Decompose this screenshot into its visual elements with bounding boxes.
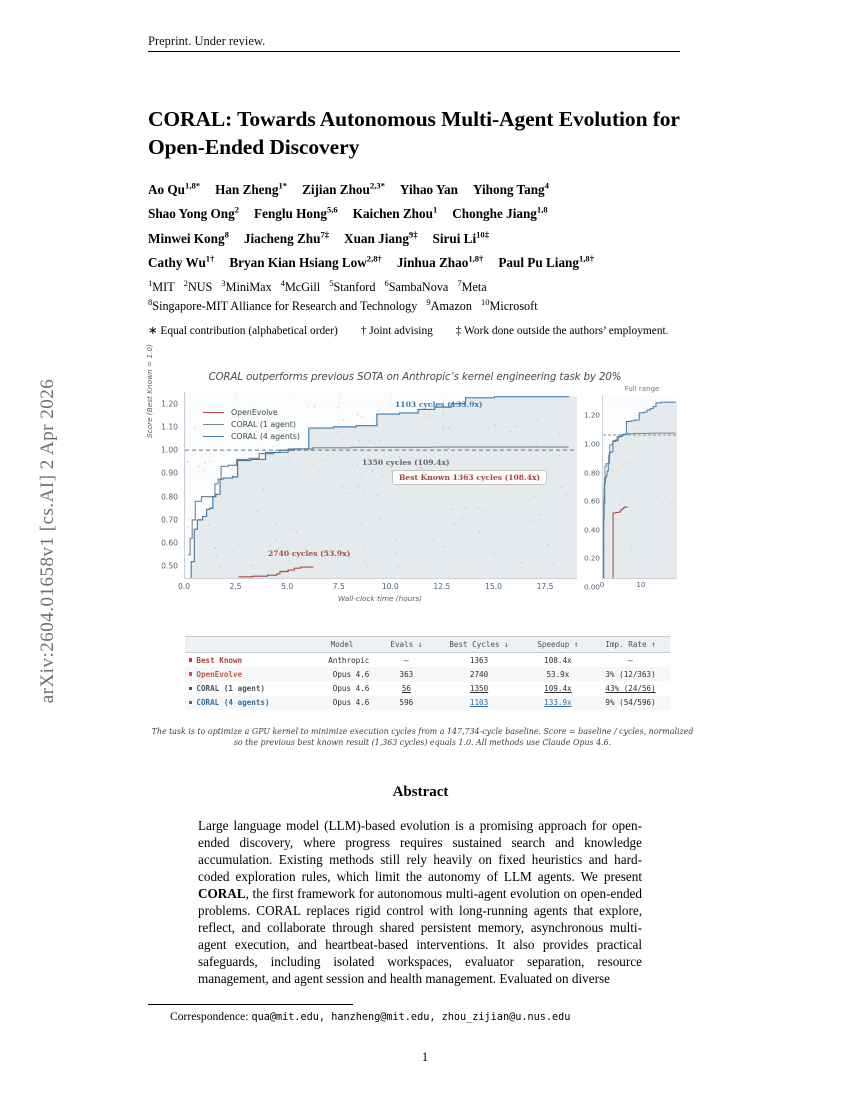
author-name: Chonghe Jiang$^{1,8}$ [452,205,548,222]
x-tick-label: 2.5 [229,582,242,591]
y-axis-label: Score (Best Known = 1.0) [145,344,154,438]
table-row [185,653,670,668]
inset-y-tick-label: 0.80 [583,468,600,478]
table-cell-imp-rate: 3% (12/363) [591,667,670,681]
x-tick-label: 7.5 [332,582,345,591]
y-tick-label: 1.10 [161,422,178,432]
author-name: Zijian Zhou$^{2,3*}$ [302,181,385,198]
series-color-dot [189,672,192,675]
author-name: Kaichen Zhou$^1$ [352,205,438,222]
affiliation: $^6$SambaNova [384,278,449,295]
table-cell-model: Opus 4.6 [305,696,380,710]
table-cell-model: Opus 4.6 [305,667,380,681]
affiliation: $^9$Amazon [426,296,472,313]
table-cell-evals: 56 [401,683,411,693]
correspondence-label: Correspondence: [170,1010,249,1023]
inset-title: Full range [624,385,660,393]
author-name: Han Zheng$^{1*}$ [215,181,288,198]
table-cell-evals: 596 [379,696,433,710]
legend-item-coral-4-agents [203,430,300,442]
abstract-heading: Abstract [392,784,449,800]
page-title: CORAL: Towards Autonomous Multi-Agent Evolution for Open-Ended Discovery [148,107,680,159]
figure-title: CORAL outperforms previous SOTA on Anthropic’s kernel engineering task by 20% [208,372,622,383]
affiliation: $^3$MiniMax [221,278,272,295]
table-row-label: OpenEvolve [185,667,305,681]
annotation-openevolve: 2740 cycles (53.9x) [268,549,351,558]
legend-label-coral-1-agent: CORAL (1 agent) [231,419,296,429]
x-tick-label: 12.5 [433,582,451,591]
author-name: Bryan Kian Hsiang Low$^{2,8\dagger}$ [229,253,382,270]
table-cell-imp-rate: – [628,655,633,665]
table-row [185,681,670,695]
table-cell-speedup: 109.4x [544,683,572,693]
x-tick-label: 0.0 [177,582,191,591]
results-table [185,636,670,710]
affiliation: $^2$NUS [183,278,213,295]
inset-y-tick-label: 0.20 [583,553,600,563]
y-tick-label: 0.80 [161,492,178,502]
running-head-text: Preprint. Under review. [148,34,266,48]
table-row [185,667,670,681]
page-number: 1 [421,1050,429,1064]
annotation-best-known: Best Known 1363 cycles (108.4x) [392,470,547,485]
table-row-label: CORAL (1 agent) [185,681,305,695]
legend-item-openevolve [203,406,300,418]
note-joint-advising: † Joint advising [360,324,433,337]
table-cell-model: Anthropic [328,655,370,665]
inset-y-tick-label: 0.40 [583,525,600,535]
x-tick-label: 5.0 [281,582,294,591]
table-header-cell: Speedup ↑ [525,637,591,653]
inset-x-tick-label: 10 [636,580,646,589]
affiliation: $^5$Stanford [329,278,376,295]
author-name: Fenglu Hong$^{5,6}$ [254,205,338,222]
table-header-cell: Evals ↓ [379,637,433,653]
legend-swatch-coral-4-agents [203,436,224,437]
table-header-cell: Imp. Rate ↑ [591,637,670,653]
inset-y-tick-label: 1.00 [583,439,600,449]
author-notes [148,323,693,337]
chart-legend [198,402,308,446]
inset-y-axis-ticks [570,395,600,592]
annotation-coral-1-agent: 1350 cycles (109.4x) [362,458,450,467]
y-tick-label: 0.50 [161,561,178,571]
table-cell-best-cycles: 2740 [433,667,524,681]
x-tick-label: 10.0 [381,582,399,591]
abstract-part-1: Large language model (LLM)-based evolution is a promising approach for open-ended discovery, where progress requires sustained search and knowledge accumulation. Existing methods still rely heavily on fixed heuristics and hard-coded exploration rules, which limit the autonomy of LLM agents. We present [198,818,642,884]
abstract-part-2: , the first framework for autonomous multi-agent evolution on open-ended problems. CORAL replaces rigid control with long-running agents that explore, reflect, and collaborate through shared persistent memory, asynchronous multi-agent execution, and heartbeat-based interventions. It also provides practical safeguards, including isolated workspaces, evaluator separation, resource management, and agent session and health management. Evaluated on diverse [198,885,642,986]
affiliations [148,278,693,313]
inset-x-tick-label: 0 [599,580,605,589]
figure-caption: The task is to optimize a GPU kernel to minimize execution cycles from a 147,734-cycle baseline. Score = baseline / cycles, normalized so the previous best known result (1,363 cycles) equals 1.0. All methods use Claude Opus 4.6. [151,727,694,748]
author-row [148,206,693,221]
series-color-dot [189,687,192,690]
header-rule [148,51,680,52]
legend-item-coral-1-agent [203,418,300,430]
table-cell-imp-rate: 9% (54/596) [591,696,670,710]
table-cell-imp-rate: 43% (24/56) [605,683,656,693]
affiliation-line-2 [148,297,693,314]
legend-label-coral-4-agents: CORAL (4 agents) [231,431,300,441]
correspondence [170,1010,570,1023]
inset-x-axis-ticks [599,580,676,592]
author-name: Yihao Yan [399,182,458,198]
y-tick-label: 1.00 [161,445,178,455]
table-row-label: Best Known [185,653,305,668]
author-name: Jiacheng Zhu$^{7\ddagger}$ [243,229,330,246]
table-cell-speedup: 133.9x [525,696,591,710]
affiliation: $^7$Meta [457,278,487,295]
note-outside-employment: ‡ Work done outside the authors’ employment. [455,324,669,337]
author-name: Minwei Kong$^8$ [148,229,229,246]
author-name: Xuan Jiang$^{9\ddagger}$ [344,229,418,246]
table-cell-speedup: 108.4x [544,655,572,665]
table-header-cell: Best Cycles ↓ [433,637,524,653]
table-header-cell: Model [305,637,380,653]
table-row [185,696,670,710]
author-name: Jinhua Zhao$^{1,8\dagger}$ [396,253,484,270]
legend-label-openevolve: OpenEvolve [231,407,278,417]
author-block [148,182,693,337]
annotation-coral-4-agents: 1103 cycles (133.9x) [395,400,483,409]
author-name: Cathy $Wu^{1\dagger}$ [148,253,215,270]
inset-series-svg [603,395,677,578]
affiliation: $^{10}$Microsoft [480,296,538,313]
affiliation: $^1$MIT [148,278,175,295]
y-tick-label: 1.20 [161,399,178,409]
x-tick-label: 17.5 [536,582,554,591]
inset-chart-panel [580,386,680,608]
table-header-cell [185,637,305,653]
arxiv-stamp: arXiv:2604.01658v1 [cs.AI] 2 Apr 2026 [37,378,58,704]
table-cell-best-cycles: 1363 [469,655,489,665]
y-tick-label: 0.70 [161,515,178,525]
author-name: Yihong Tang$^4$ [472,181,549,198]
series-color-dot [189,701,192,704]
affiliation: $^8$Singapore-MIT Alliance for Research and Technology [148,296,418,313]
series-color-dot [189,658,192,661]
author-name: Ao $Qu^{1,8*}$ [148,181,201,198]
footer-rule [148,1004,353,1005]
author-row [148,254,693,269]
inset-y-tick-label: 0.00 [583,582,600,592]
table-row-label: CORAL (4 agents) [185,696,305,710]
legend-swatch-openevolve [203,412,224,413]
table-cell-evals: 363 [379,667,433,681]
x-tick-label: 15.0 [485,582,502,591]
table-cell-speedup: 53.9x [525,667,591,681]
table-header-row [185,637,670,653]
abstract-bold-coral: CORAL [198,885,246,901]
note-equal-contribution: ∗ Equal contribution (alphabetical order) [148,324,338,337]
abstract-body [198,818,642,988]
affiliation: $^4$McGill [280,278,321,295]
x-axis-label: Wall-clock time (hours) [337,594,423,603]
affiliation-line-1 [148,278,693,295]
inset-y-tick-label: 1.20 [583,410,600,420]
author-name: Sirui $Li^{10\ddagger}$ [432,229,490,246]
legend-swatch-coral-1-agent [203,424,224,425]
author-name: Paul Pu Liang$^{1,8\dagger}$ [498,253,595,270]
inset-plot-canvas [602,395,677,579]
y-tick-label: 0.90 [161,468,178,478]
inset-y-tick-label: 0.60 [583,496,600,506]
table-cell-model: Opus 4.6 [332,683,370,693]
author-name: Shao Yong Ong$^2$ [148,205,240,222]
table-cell-evals: – [404,655,409,665]
author-row [148,182,693,197]
y-axis-ticks [144,386,178,608]
figure-1 [145,344,680,608]
table-cell-best-cycles: 1350 [469,683,489,693]
correspondence-emails[interactable]: qua@mit.edu, hanzheng@mit.edu, zhou_zijian@u.nus.edu [251,1012,571,1023]
author-row [148,230,693,245]
y-tick-label: 0.60 [161,538,178,548]
table-cell-best-cycles: 1103 [433,696,524,710]
running-header [148,34,680,52]
